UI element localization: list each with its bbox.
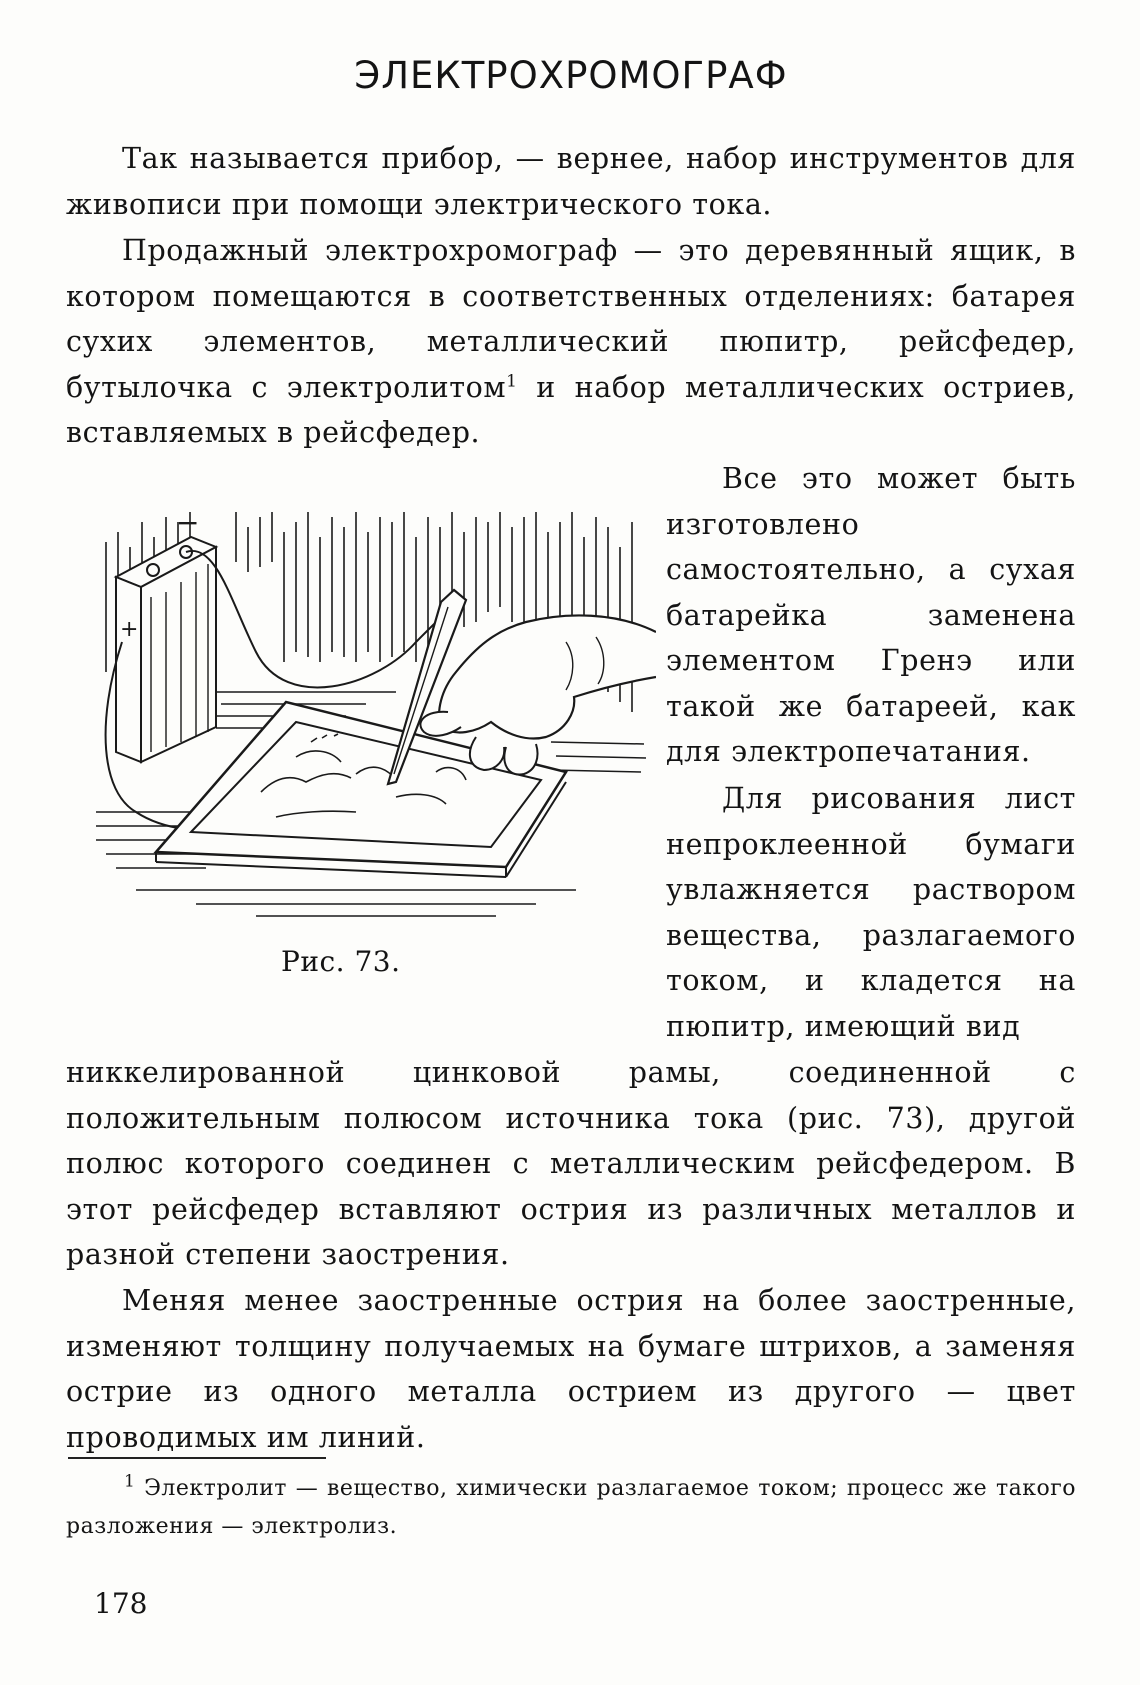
- footnote-marker: 1: [124, 1471, 136, 1492]
- paragraph-self-made: Все это может быть изготовлено самостоятельно, а сухая батарейка заменена элементом Гренэ или такой же батареей, как для электропечатания.: [666, 462, 1076, 768]
- footnote-text: Электролит — вещество, химически разлагаемое током; процесс же такого разложения — электролиз.: [66, 1476, 1076, 1539]
- page-number: 178: [94, 1587, 148, 1620]
- footnote: [66, 1470, 1076, 1546]
- chapter-title: ЭЛЕКТРОХРОМОГРАФ: [354, 54, 788, 97]
- figure-electrochromograph-illustration: [96, 512, 656, 922]
- paragraph-kit-text-b: и набор металлических остриев, вставляемых в рейсфедер.: [66, 370, 1077, 449]
- footnote-reference: 1: [506, 371, 518, 391]
- minus-terminal-sign: −: [176, 512, 200, 539]
- figure-caption: Рис. 73.: [281, 945, 401, 978]
- electrochromograph-drawing: [96, 512, 656, 922]
- plus-terminal-sign: +: [120, 617, 139, 642]
- book-page: [66, 0, 1076, 1685]
- footnote-divider: [68, 1457, 326, 1459]
- paragraph-drawing-continued: никкелированной цинковой рамы, соединенной с положительным полюсом источника тока (рис. 73), другой полюс которого соединен с металлическим рейсфедером. В этот рейсфедер вставляют острия из различных металлов и разной степени заострения.: [66, 1056, 1076, 1271]
- paragraph-kit-text-a: Продажный электрохромограф — это деревянный ящик, в котором помещаются в соответственных отделениях: батарея сухих элементов, металлический пюпитр, рейсфедер, бутылочка с электролитом: [66, 234, 1076, 404]
- paragraph-tips: Меняя менее заостренные острия на более заостренные, изменяют толщину получаемых на бумаге штрихов, а заменяя острие из одного металла острием из другого — цвет проводимых им линий.: [66, 1284, 1076, 1454]
- paragraph-kit-contents: [66, 228, 1076, 456]
- paragraph-drawing-start: Для рисования лист непроклеенной бумаги увлажняется раствором вещества, разлагаемого током, и кладется на пюпитр, имеющий вид: [666, 782, 1076, 1043]
- paragraph-intro: Так называется прибор, — вернее, набор инструментов для живописи при помощи электрического тока.: [66, 142, 1076, 221]
- battery-box: [116, 537, 216, 762]
